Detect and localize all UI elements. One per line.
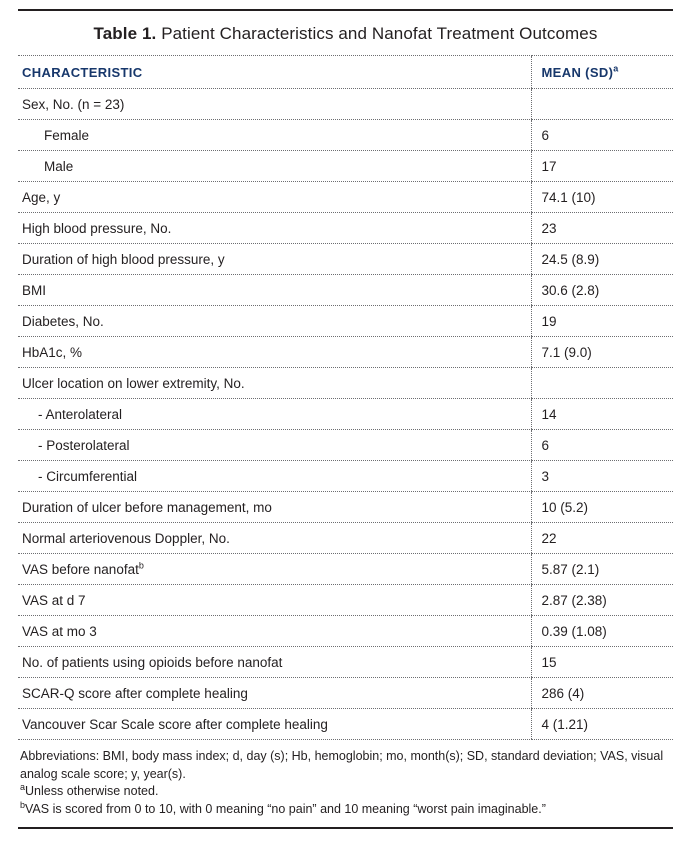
table-bottom-rule [18, 827, 673, 829]
table-row [18, 430, 673, 461]
row-label-text: VAS at mo 3 [22, 623, 97, 639]
table-row [18, 368, 673, 399]
row-label-text: HbA1c, % [22, 344, 83, 360]
row-label [18, 430, 531, 461]
row-footnote-marker: b [138, 560, 144, 570]
table-row [18, 306, 673, 337]
table-row [18, 275, 673, 306]
row-label-text: Duration of ulcer before management, mo [22, 499, 272, 515]
row-label-text: - Circumferential [38, 468, 138, 484]
row-label [18, 678, 531, 709]
row-label [18, 182, 531, 213]
row-label [18, 89, 531, 120]
table-row [18, 647, 673, 678]
row-value: 3 [531, 461, 673, 492]
row-label-text: - Anterolateral [38, 406, 123, 422]
table-row [18, 554, 673, 585]
row-label-text: Vancouver Scar Scale score after complete healing [22, 716, 328, 732]
row-label-text: Male [44, 158, 74, 174]
row-label [18, 306, 531, 337]
table-title [18, 11, 673, 55]
row-value: 22 [531, 523, 673, 554]
footnote-b-text: VAS is scored from 0 to 10, with 0 meaning “no pain” and 10 meaning “worst pain imaginable.” [25, 801, 546, 816]
row-value: 14 [531, 399, 673, 430]
column-header-footnote-marker: a [613, 63, 619, 74]
table-row [18, 182, 673, 213]
footnote-b-marker: b [20, 799, 26, 810]
row-value [531, 89, 673, 120]
table-figure [0, 9, 691, 860]
row-label [18, 709, 531, 740]
row-label [18, 616, 531, 647]
row-label [18, 244, 531, 275]
row-label-text: BMI [22, 282, 47, 298]
row-label-text: SCAR-Q score after complete healing [22, 685, 248, 701]
table-row [18, 244, 673, 275]
row-label-text: VAS before nanofat [22, 561, 139, 577]
row-label [18, 647, 531, 678]
row-label-text: No. of patients using opioids before nanofat [22, 654, 283, 670]
footnote-a [20, 783, 671, 801]
row-value: 6 [531, 120, 673, 151]
table-body [18, 89, 673, 740]
row-value: 4 (1.21) [531, 709, 673, 740]
row-label-text: Ulcer location on lower extremity, No. [22, 375, 245, 391]
row-value: 10 (5.2) [531, 492, 673, 523]
footnote-abbreviations: Abbreviations: BMI, body mass index; d, day (s); Hb, hemoglobin; mo, month(s); SD, standard deviation; VAS, visual analog scale score; y, year(s). [20, 749, 664, 781]
table-number-label: Table 1. [93, 24, 157, 43]
table-header-row [18, 56, 673, 89]
row-label [18, 492, 531, 523]
row-value: 74.1 (10) [531, 182, 673, 213]
row-label [18, 337, 531, 368]
row-label-text: Duration of high blood pressure, y [22, 251, 225, 267]
column-header-mean-sd [531, 56, 673, 89]
row-label-text: Female [44, 127, 90, 143]
row-label-text: VAS at d 7 [22, 592, 86, 608]
table-row [18, 461, 673, 492]
table-row [18, 120, 673, 151]
row-label [18, 120, 531, 151]
footnote-a-marker: a [20, 781, 26, 792]
row-value: 19 [531, 306, 673, 337]
row-value: 7.1 (9.0) [531, 337, 673, 368]
row-value: 24.5 (8.9) [531, 244, 673, 275]
row-label [18, 399, 531, 430]
row-label-text: Sex, No. (n = 23) [22, 96, 125, 112]
row-value: 286 (4) [531, 678, 673, 709]
table-header [18, 56, 673, 89]
row-label-text: Diabetes, No. [22, 313, 104, 329]
table-row [18, 616, 673, 647]
table-row [18, 151, 673, 182]
row-label [18, 461, 531, 492]
row-label [18, 554, 531, 585]
footnote-a-text: Unless otherwise noted. [25, 784, 159, 798]
table-title-text: Patient Characteristics and Nanofat Treatment Outcomes [161, 24, 598, 43]
row-value: 5.87 (2.1) [531, 554, 673, 585]
row-value [531, 368, 673, 399]
table-row [18, 585, 673, 616]
row-value: 30.6 (2.8) [531, 275, 673, 306]
table-row [18, 709, 673, 740]
row-label [18, 151, 531, 182]
row-value: 2.87 (2.38) [531, 585, 673, 616]
column-header-mean-sd-text: MEAN (SD) [541, 65, 614, 80]
footnote-b [20, 801, 671, 819]
row-label-text: High blood pressure, No. [22, 220, 172, 236]
table-row [18, 678, 673, 709]
row-value: 15 [531, 647, 673, 678]
row-label [18, 275, 531, 306]
row-label [18, 523, 531, 554]
row-label-text: - Posterolateral [38, 437, 130, 453]
patient-characteristics-table [18, 55, 673, 740]
row-value: 23 [531, 213, 673, 244]
column-header-characteristic: CHARACTERISTIC [18, 56, 531, 89]
row-value: 0.39 (1.08) [531, 616, 673, 647]
row-value: 6 [531, 430, 673, 461]
table-row [18, 523, 673, 554]
row-label [18, 585, 531, 616]
table-footnotes [18, 740, 673, 827]
table-row [18, 337, 673, 368]
row-label-text: Age, y [22, 189, 61, 205]
table-row [18, 399, 673, 430]
row-label [18, 368, 531, 399]
table-row [18, 89, 673, 120]
row-value: 17 [531, 151, 673, 182]
table-row [18, 492, 673, 523]
row-label-text: Normal arteriovenous Doppler, No. [22, 530, 230, 546]
row-label [18, 213, 531, 244]
table-row [18, 213, 673, 244]
